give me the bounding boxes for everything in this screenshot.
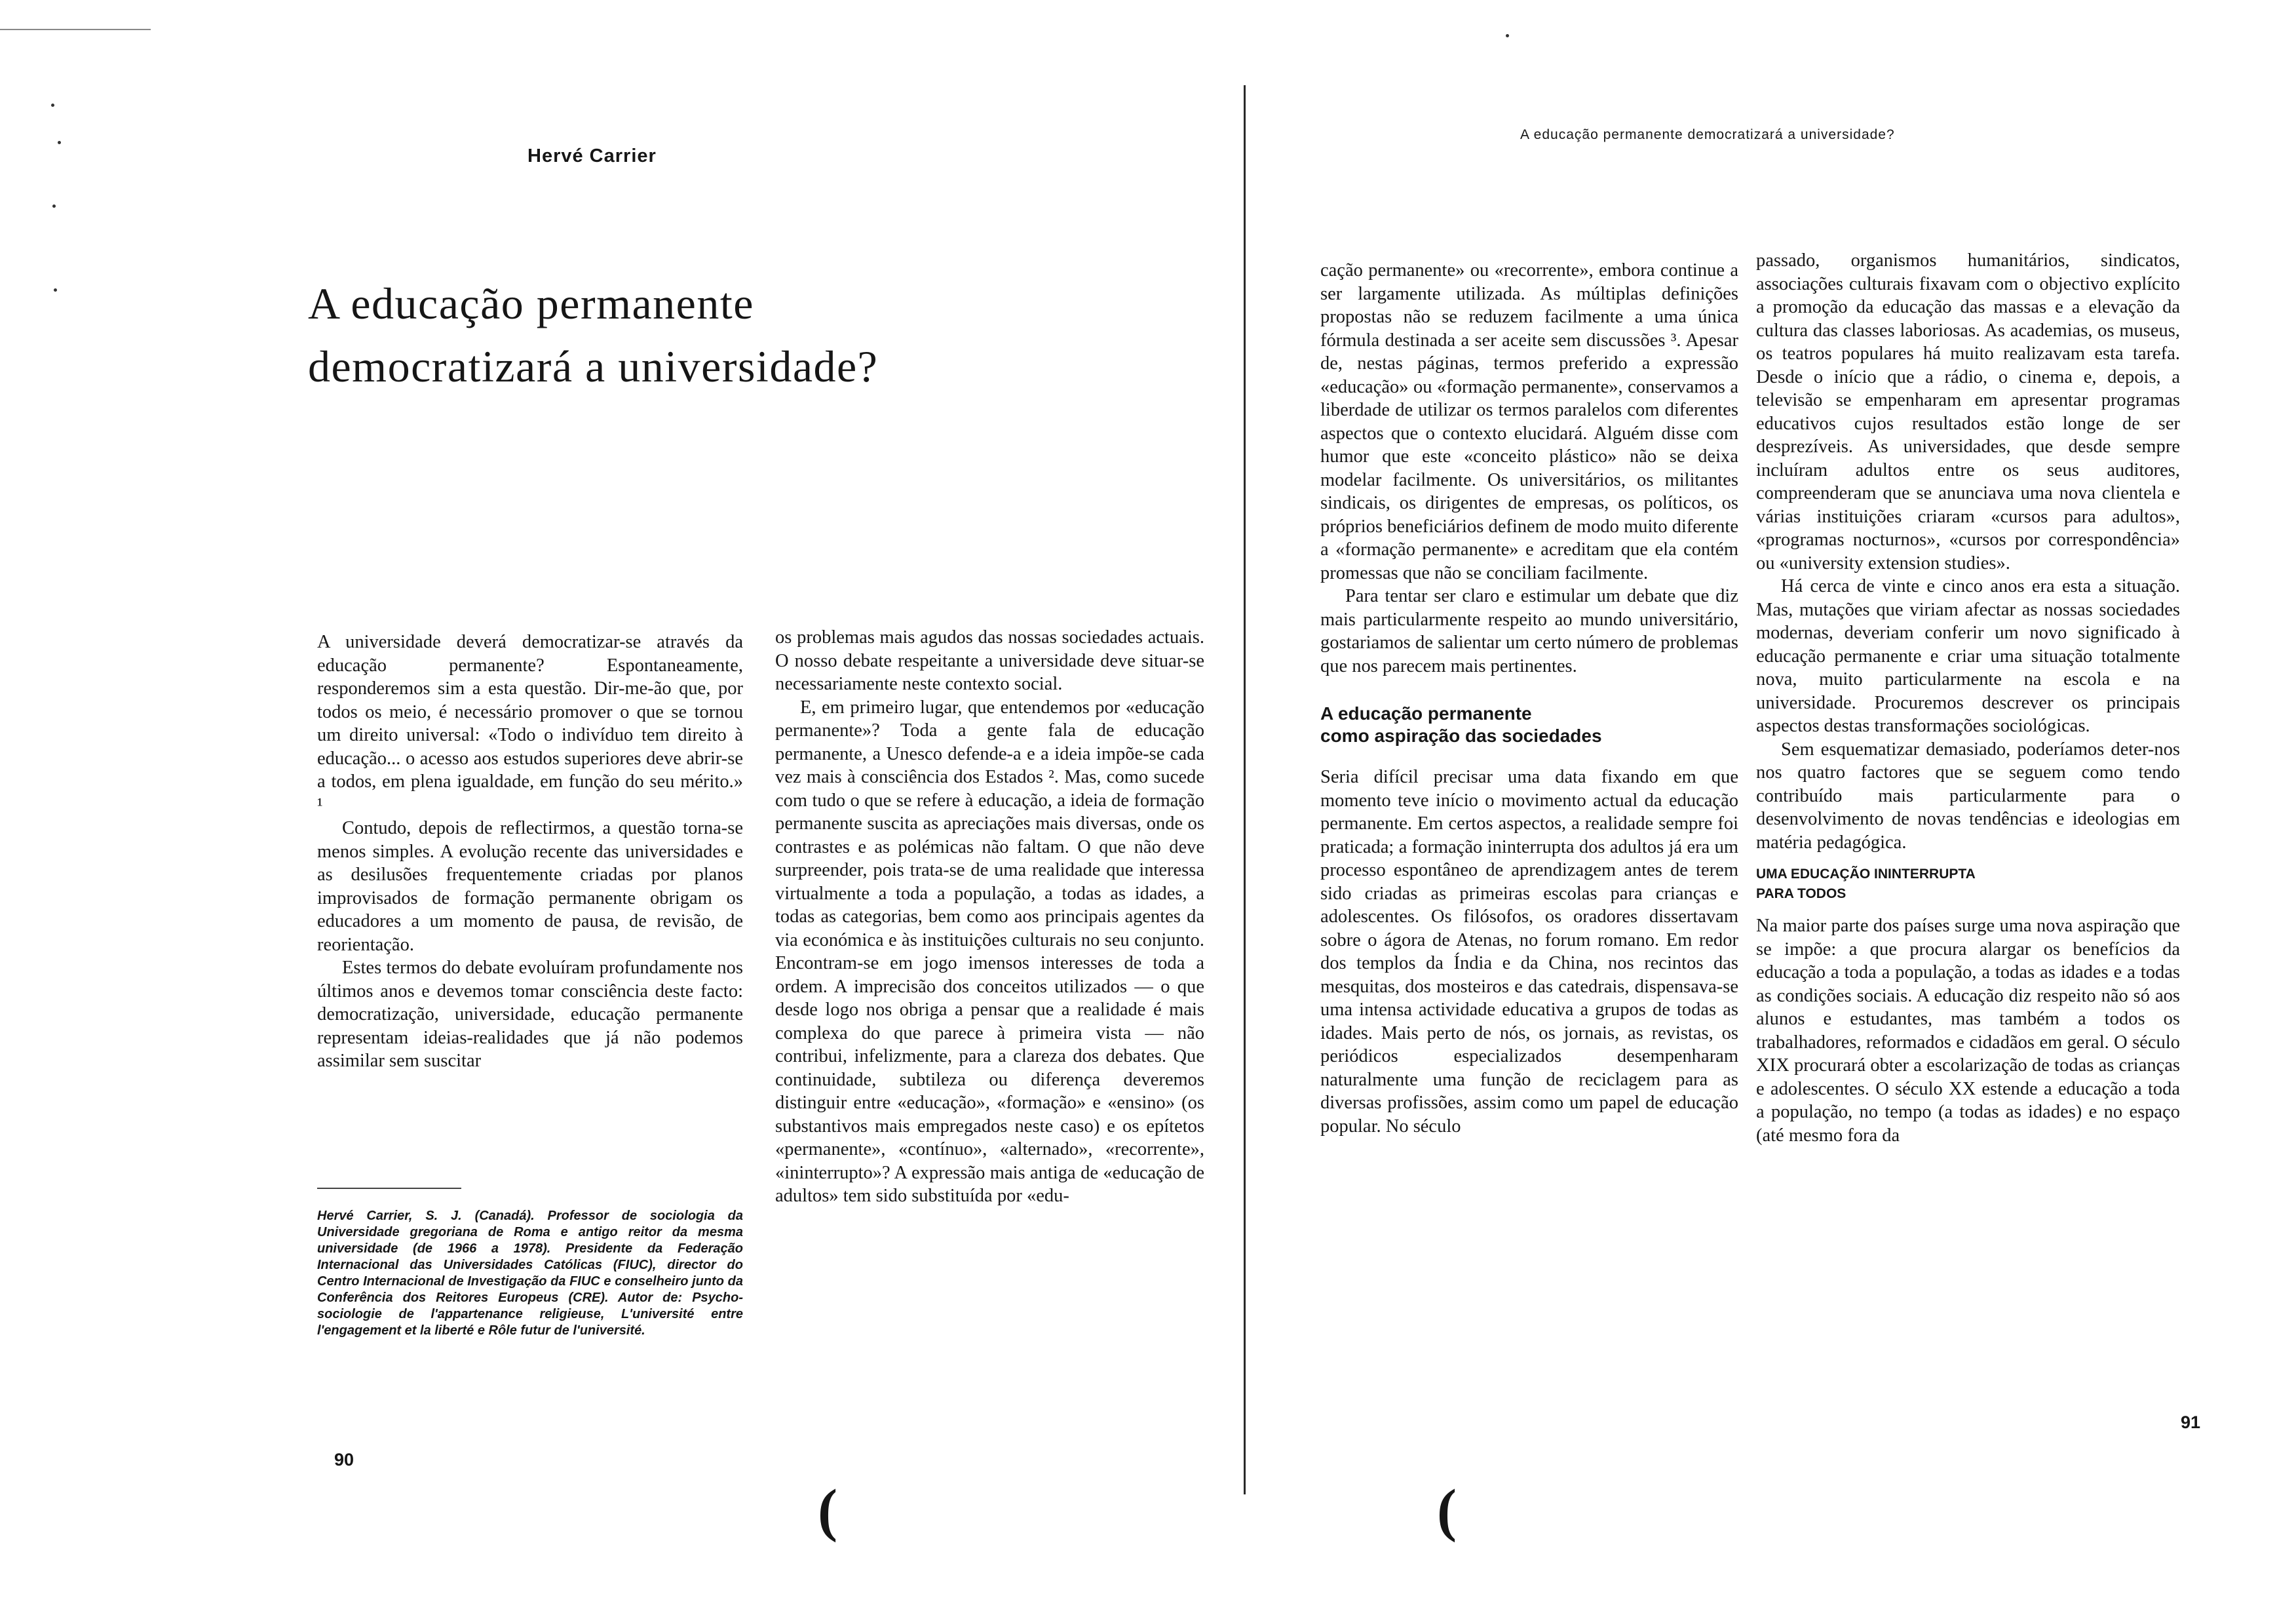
title-line-1: A educação permanente [308,279,754,328]
subsection-heading-line-1: UMA EDUCAÇÃO ININTERRUPTA [1756,866,1976,882]
paragraph: cação permanente» ou «recorrente», embora continue a ser largamente utilizada. As múltiplas definições propostas não se reduzem facilmente a uma única fórmula destinada a ser aceite sem discussões ³. Apesar de, nestas páginas, termos preferido a expressão «educação» ou «formação permanente», conservamos a liberdade de utilizar os termos paralelos com diferentes aspectos que o contexto elucidará. Alguém disse com humor que este «conceito plástico» não se deixa modelar facilmente. Os universitários, os militantes sindicais, os dirigentes de empresas, os políticos, os próprios beneficiários definem de modo muito diferente a «formação permanente» e acreditam que ela contém promessas que não se conciliam facilmente. [1320,260,1738,583]
column-2 [775,626,1204,1208]
section-heading [1320,703,1738,747]
scan-speck [52,204,56,208]
running-header-title: A educação permanente democratizará a universidade? [1520,127,1895,142]
scan-speck [58,141,61,144]
running-header-author: Hervé Carrier [527,146,657,166]
paragraph: Estes termos do debate evoluíram profundamente nos últimos anos e devemos tomar consciência deste facto: democratização, universidade, educação permanente representam ideias-realidades que já não podemos assimilar sem suscitar [317,958,743,1071]
paragraph: passado, organismos humanitários, sindicatos, associações culturais fixavam com o objectivo explícito a promoção da educação das massas e a elevação da cultura das classes laboriosas. As academias, os museus, os teatros populares há muito realizavam esta tarefa. Desde o início que a rádio, o cinema e, depois, a televisão se empenharam em apresentar programas educativos cujos resultados estão longe de ser desprezíveis. As universidades, que desde sempre incluíram adultos entre os seus auditores, compreenderam que se anunciava uma nova clientela e várias instituições criaram «cursos para adultos», «programas nocturnos», «cursos por correspondência» ou «university extension studies». [1756,250,2180,574]
scan-artifact-line [0,29,151,30]
column-4 [1756,249,2180,1147]
paragraph: E, em primeiro lugar, que entendemos por «educação permanente»? Toda a gente fala de educação permanente, a Unesco defende-a e a ideia impõe-se cada vez mais à consciência dos Estados ². Mas, como sucede com tudo o que se refere à educação, a ideia de formação permanente suscita as apreciações mais diversas, onde os contrastes e as polémicas não faltam. O que não deve surpreender, pois trata-se de uma realidade que interessa virtualmente a toda a população, a todas as idades, a todas as categorias, bem como aos principais agentes da via económica e às instituições culturais no seu conjunto. Encontram-se em jogo imensos interesses de toda a ordem. A imprecisão dos conceitos utilizados — o que desde logo nos obriga a pensar que a realidade é mais complexa do que parece à primeira vista — não contribui, infelizmente, para a clareza dos debates. Que continuidade, subtileza ou diferença deveremos distinguir entre «educação», «formação» e «ensino» (os substantivos mais empregados neste caso) e os epítetos «permanente», «contínuo», «alternado», «recorrente», «ininterrupto»? A expressão mais antiga de «educação de adultos» tem sido substituída por «edu- [775,697,1204,1206]
column-1 [317,631,743,1073]
subsection-heading [1756,865,2180,904]
scan-speck [1506,34,1509,37]
paragraph: Para tentar ser claro e estimular um debate que diz mais particularmente respeito ao mundo universitário, gostariamos de salientar um certo número de problemas que nos parecem mais pertinentes. [1320,586,1738,676]
section-heading-line-1: A educação permanente [1320,703,1532,724]
paragraph: Há cerca de vinte e cinco anos era esta a situação. Mas, mutações que viriam afectar as nossas sociedades modernas, deveriam conferir um novo significado à educação permanente e criar uma situação totalmente nova, muito particularmente na escola e na universidade. Procuremos descrever os principais aspectos destas transformações sociológicas. [1756,576,2180,736]
paragraph: Sem esquematizar demasiado, poderíamos deter-nos nos quatro factores que se seguem como tendo contribuído mais particularmente para o desenvolvimento de novas tendências e ideologias em matéria pedagógica. [1756,739,2180,853]
paragraph: A universidade deverá democratizar-se através da educação permanente? Espontaneamente, responderemos sim a esta questão. Dir-me-ão que, por todos os meio, é necessário promover o que se tornou um direito universal: «Todo o indivíduo tem direito à educação... o acesso aos estudos superiores deve abrir-se a todos, em plena igualdade, em função do seu mérito.» ¹ [317,632,743,815]
page-number-right: 91 [2181,1412,2201,1432]
section-heading-line-2: como aspiração das sociedades [1320,726,1602,746]
scan-speck [54,288,57,292]
book-gutter [1244,85,1246,1494]
paragraph: Na maior parte dos países surge uma nova aspiração que se impõe: a que procura alargar os benefícios da educação a toda a população, a todas as idades e a todas as condições sociais. A educação diz respeito não só aos alunos e estudantes, mas também a todos os trabalhadores, reformados e cidadãos em geral. O século XIX procurará obter a escolarização de todas as crianças e adolescentes. O século XX estende a educação a toda a população, no tempo (a todas as idades) e no espaço (até mesmo fora da [1756,916,2180,1146]
footnote-rule [317,1188,461,1189]
paragraph: os problemas mais agudos das nossas sociedades actuais. O nosso debate respeitante a universidade deve situar-se necessariamente neste contexto social. [775,627,1204,694]
title-line-2: democratizará a universidade? [308,341,879,391]
paragraph: Contudo, depois de reflectirmos, a questão torna-se menos simples. A evolução recente das universidades e as desilusões frequentemente criadas por planos improvisados de formação permanente obrigam os educadores a um momento de pausa, de revisão, de reorientação. [317,818,743,955]
scan-speck [51,104,54,107]
binding-mark-left: ( [818,1478,837,1543]
binding-mark-right: ( [1437,1478,1457,1543]
column-3 [1320,259,1738,1138]
paragraph: Seria difícil precisar uma data fixando em que momento teve início o movimento actual da educação permanente. Em certos aspectos, a realidade sempre foi praticada; a formação ininterrupta dos adultos já era um processo espontâneo de aprendizagem antes de terem sido criadas as primeiras escolas para crianças e adolescentes. Os filósofos, os oradores dissertavam sobre o ágora de Atenas, no forum romano. Em redor dos templos da Índia e da China, nos recintos das mesquitas, dos mosteiros e das catedrais, dispensava-se uma intensa actividade educativa a grupos de todas as idades. Mais perto de nós, os jornais, as revistas, os periódicos especializados desempenharam naturalmente uma função de reciclagem para as diversas profissões, assim como um papel de educação popular. No século [1320,767,1738,1137]
author-footnote: Hervé Carrier, S. J. (Canadá). Professor de sociologia da Universidade gregoriana de Roma e antigo reitor da mesma universidade (de 1966 a 1978). Presidente da Federação Internacional das Universidades Católicas (FIUC), director do Centro Internacional de Investigação da FIUC e conselheiro junto da Conferência dos Reitores Europeus (CRE). Autor de: Psycho-sociologie de l'appartenance religieuse, L'université entre l'engagement et la liberté e Rôle futur de l'université. [317,1209,743,1338]
subsection-heading-line-2: PARA TODOS [1756,886,1846,901]
article-title [308,272,1094,398]
page-number-left: 90 [334,1450,354,1469]
